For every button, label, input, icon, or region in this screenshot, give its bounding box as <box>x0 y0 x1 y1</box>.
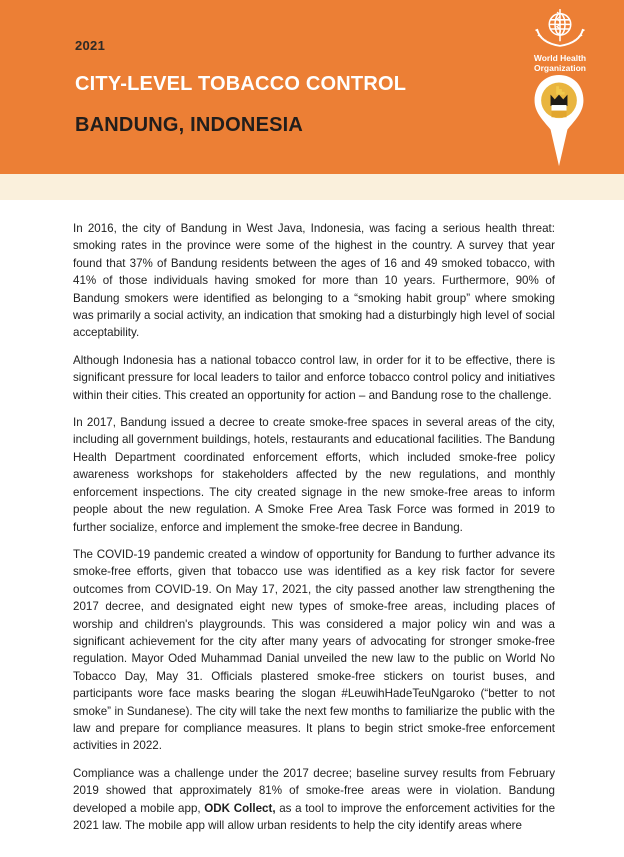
page-title: CITY-LEVEL TOBACCO CONTROL <box>75 73 407 95</box>
who-org-name-line1: World Health <box>533 53 587 63</box>
body-text: The COVID-19 pandemic created a window of opportunity for Bandung to further advance its smoke-free efforts, given that tobacco use was identified as a key risk factor for severe outcomes from COVID-19. On May 17, 2021, the city passed another law strengthening the 2017 decree, and designated eight new types of smoke-free areas, including places of worship and children's playgrounds. This was considered a major policy win and was a significant achievement for the city after many years of advocating for stronger smoke-free regulation. Mayor Oded Muhammad Danial unveiled the new law to the public on World No Tobacco Day, May 31. Officials plastered smoke-free stickers on tourist buses, and participants wore face masks bearing the slogan #LeuwihHadeTeuNgaroko (“better to not smoke” in Sundanese). The city will take the next few months to familiarize the public with the law and prepare for compliance measures. It plans to begin strict smoke-free enforcement activities in 2022. <box>73 547 555 753</box>
who-logo <box>512 6 608 73</box>
year-label: 2021 <box>75 38 106 53</box>
paragraph <box>73 220 555 342</box>
accent-strip <box>0 174 624 200</box>
body-text: In 2016, the city of Bandung in West Java, Indonesia, was facing a serious health threat: smoking rates in the province were some of the highest in the country. A survey that year found that 37% of Bandung residents between the ages of 16 and 49 smoked tobacco, with 41% of those individuals having smoked for more than 10 years. Furthermore, 90% of Bandung smokers were identified as belonging to a “smoking habit group” where smoking was primarily a social activity, an indication that smoking had a disturbingly high level of social acceptability. <box>73 222 555 340</box>
location-pin-cigarette-pack-icon <box>530 74 588 168</box>
header-text-block <box>75 38 406 137</box>
body-text: Compliance was a challenge under the 2017 decree; baseline survey results from February 2019 showed that approximately 81% of smoke-free areas were in violation. Bandung developed a mobile app, <box>73 766 555 815</box>
paragraph <box>73 546 555 755</box>
page-subtitle: BANDUNG, INDONESIA <box>75 114 304 136</box>
paragraph <box>73 414 555 536</box>
body-text: Although Indonesia has a national tobacco control law, in order for it to be effective, there is significant pressure for local leaders to tailor and enforce tobacco control policy and initiatives within their cities. This created an opportunity for action – and Bandung rose to the challenge. <box>73 353 555 402</box>
who-org-name <box>512 53 608 73</box>
who-org-name-line2: Organization <box>534 63 586 74</box>
body-text: In 2017, Bandung issued a decree to create smoke-free spaces in several areas of the city, including all government buildings, hotels, restaurants and educational facilities. The Bandung Health Department coordinated enforcement efforts, which included smoke-free policy awareness workshops for stakeholders affected by the new regulations, and monthly enforcement inspections. The city created signage in the new smoke-free areas to inform people about the new regulation. A Smoke Free Area Task Force was formed in 2019 to further socialize, enforce and implement the smoke-free decree in Bandung. <box>73 416 555 534</box>
article-body <box>73 220 555 844</box>
body-text: as a tool to improve the enforcement activities for the 2021 law. The mobile app will allow urban residents to help the city identify areas where <box>73 801 556 832</box>
paragraph <box>73 352 555 404</box>
who-emblem-icon <box>512 6 608 52</box>
header-banner <box>0 0 624 174</box>
bold-text: ODK Collect, <box>204 801 276 815</box>
paragraph <box>73 765 555 835</box>
